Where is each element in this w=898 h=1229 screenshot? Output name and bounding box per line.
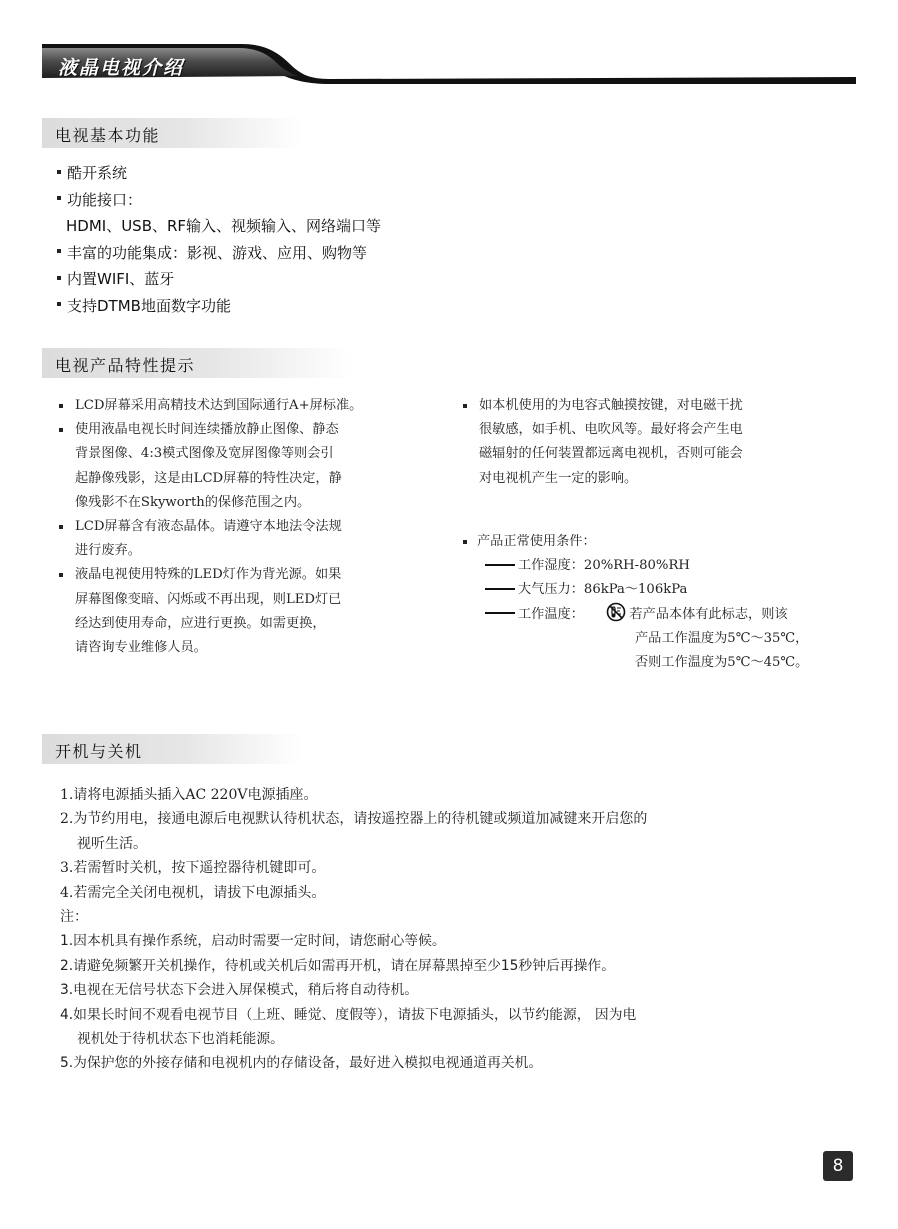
list-item-text: 丰富的功能集成：影视、游戏、应用、购物等	[67, 243, 368, 262]
dash-icon	[485, 564, 515, 566]
temperature-label: 工作温度：	[518, 606, 584, 622]
temperature-text-1: 若产品本体有此标志，则该	[629, 606, 788, 622]
step-line: 2.为节约用电，接通电源后电视默认待机状态，请按遥控器上的待机键或频道加减键来开启您的	[60, 811, 648, 828]
tip-line: 磁辐射的任何装置都远离电视机，否则可能会	[479, 446, 743, 462]
tip-item	[59, 563, 362, 660]
note-line: 1.因本机具有操作系统，启动时需要一定时间，请您耐心等候。	[60, 933, 446, 950]
section-bar-basic-functions	[42, 118, 302, 148]
bullet-icon	[59, 404, 63, 408]
tips-left-column	[59, 394, 362, 660]
list-item	[57, 213, 381, 240]
note-line: 2.请避免频繁开关机操作，待机或关机后如需再开机，请在屏幕黑掉至少15秒钟后再操作。	[60, 957, 615, 974]
tips-right-column	[463, 394, 743, 491]
bullet-icon	[59, 525, 63, 529]
humidity-text: 工作湿度：20%RH-80%RH	[518, 558, 690, 574]
tip-item	[463, 394, 743, 491]
section-title: 电视基本功能	[55, 126, 161, 145]
temperature-text-2: 产品工作温度为5℃～35℃，	[635, 630, 809, 646]
page-title: 液晶电视介绍	[58, 57, 185, 79]
tip-line: 请咨询专业维修人员。	[75, 639, 207, 655]
section-bar-product-tips	[42, 348, 352, 378]
conditions-title	[463, 530, 808, 554]
bullet-icon	[57, 276, 61, 280]
list-item-text: 酷开系统	[67, 164, 128, 182]
list-item-text: 支持DTMB地面数字功能	[67, 296, 231, 315]
condition-temperature	[463, 603, 808, 627]
tip-line: 屏幕图像变暗、闪烁或不再出现，则LED灯已	[75, 591, 342, 607]
page-header	[42, 44, 856, 86]
list-item-text: 功能接口：	[67, 190, 143, 209]
step-line: 4.若需完全关闭电视机，请拔下电源插头。	[60, 884, 326, 901]
dash-icon	[485, 612, 515, 614]
bullet-icon	[463, 404, 467, 408]
temperature-text-3: 否则工作温度为5℃～45℃。	[635, 654, 809, 670]
list-item-text: HDMI、USB、RF输入、视频输入、网络端口等	[66, 217, 382, 235]
tip-line: 如本机使用的为电容式触摸按键，对电磁干扰	[479, 398, 743, 413]
bullet-icon	[57, 302, 61, 306]
tip-line: 背景图像、4:3模式图像及宽屏图像等则会引	[75, 446, 334, 462]
tip-line: 使用液晶电视长时间连续播放静止图像、静态	[75, 422, 339, 438]
bullet-icon	[57, 249, 61, 253]
bullet-icon	[59, 573, 63, 577]
basic-function-list	[57, 160, 381, 319]
step-line: 3.若需暂时关机，按下遥控器待机键即可。	[60, 860, 326, 877]
bullet-icon	[57, 170, 61, 174]
list-item	[57, 293, 381, 320]
tip-line: 对电视机产生一定的影响。	[479, 470, 638, 486]
note-line: 视机处于待机状态下也消耗能源。	[77, 1030, 284, 1047]
list-item	[57, 240, 381, 267]
section-title: 开机与关机	[55, 742, 143, 761]
list-item	[57, 160, 381, 187]
tip-item	[59, 394, 362, 418]
section-bar-power-on-off	[42, 734, 302, 764]
note-line: 5.为保护您的外接存储和电视机内的存储设备，最好进入模拟电视通道再关机。	[60, 1055, 543, 1072]
dash-icon	[485, 588, 515, 590]
list-item-text: 内置WIFI、蓝牙	[67, 270, 175, 288]
bullet-icon	[463, 540, 467, 544]
tip-item	[59, 515, 362, 563]
tip-line: 很敏感，如手机、电吹风等。最好将会产生电	[479, 422, 743, 438]
tip-item	[59, 418, 362, 515]
tip-line: LCD屏幕含有液态晶体。请遵守本地法令法规	[75, 518, 342, 534]
section-title: 电视产品特性提示	[55, 356, 196, 375]
tip-line: LCD屏幕采用高精技术达到国际通行A+屏标准。	[75, 398, 363, 413]
page-number: 8	[823, 1151, 853, 1181]
pressure-text: 大气压力：86kPa～106kPa	[518, 582, 688, 598]
tip-line: 液晶电视使用特殊的LED灯作为背光源。如果	[75, 567, 342, 583]
condition-pressure	[463, 578, 808, 602]
usage-conditions	[463, 530, 808, 675]
note-label: 注：	[60, 908, 88, 925]
list-item	[57, 187, 381, 214]
step-line: 视听生活。	[77, 835, 147, 852]
note-line: 3.电视在无信号状态下会进入屏保模式，稍后将自动待机。	[60, 982, 419, 999]
tip-line: 进行废弃。	[75, 543, 141, 559]
tip-line: 起静像残影，这是由LCD屏幕的特性决定，静	[75, 470, 342, 486]
bullet-icon	[59, 428, 63, 432]
tip-line: 像残影不在Skyworth的保修范围之内。	[75, 494, 311, 510]
step-line: 1.请将电源插头插入AC 220V电源插座。	[60, 787, 318, 803]
power-instructions	[60, 783, 647, 1076]
tip-line: 经达到使用寿命，应进行更换。如需更换，	[75, 615, 326, 631]
condition-humidity	[463, 554, 808, 578]
no-temperature-symbol-icon	[606, 602, 626, 622]
bullet-icon	[57, 196, 61, 200]
conditions-title-text: 产品正常使用条件：	[477, 534, 596, 549]
list-item	[57, 266, 381, 293]
note-line: 4.如果长时间不观看电视节目（上班、睡觉、度假等），请拔下电源插头，以节约能源， 因为电	[60, 1006, 637, 1023]
